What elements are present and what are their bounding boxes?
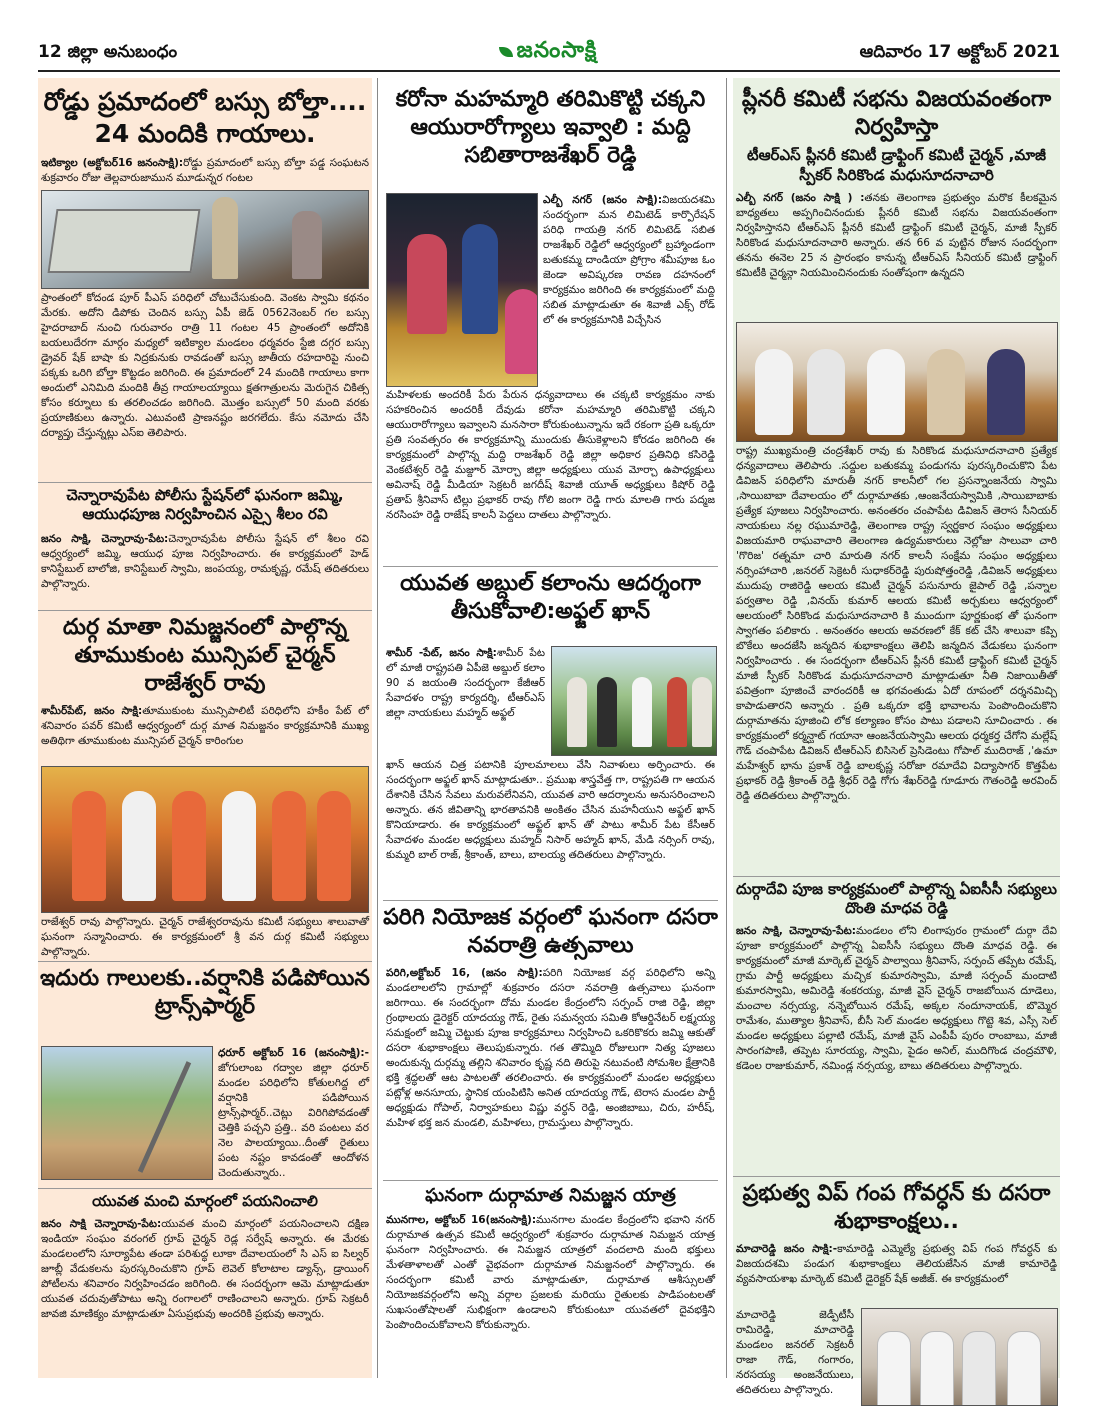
body-text: పరిగి నియోజక వర్గ పరిధిలోని అన్ని మండలాలలోని గ్రామాల్లో శుక్రవారం దసరా నవరాత్రి ఉత్సవాలు ఘనంగా జరిగాయి. ఈ సందర్భంగా దోమ మండల కేంద్రంలోని సర్పంచ్ రాజి రెడ్డి, జిల్లా గ్రంథాలయ డైరెక్టర్ యాదయ్య గౌడ్, రైతు సమన్వయ సమితి కోఆర్డినేటర్ లక్ష్మయ్య సమక్షంలో జమ్మి చెట్టుకు పూజ కార్యక్రమాలు నిర్వహించి ఒకరికొకరు జమ్మి ఆకుతో దసరా శుభాకాంక్షలు తెలుపుకున్నారు. గత తొమ్మిది రోజులుగా నిత్య పూజలు అందుకున్న దుర్గమ్మ తల్లిని శనివారం కృష్ణ నది తిరుపై నటువంటి సోమశిల క్షేత్రానికి భక్తి శ్రద్ధలతో ఆట పాటలతో తరలించారు. ఈ కార్యక్రమంలో మండల అధ్యక్షులు పట్లోళ్ల అనసూయ, స్థానిక యంపిటిసి అనిత యాదయ్య గౌడ్, టెరాస మండల పార్టీ అధ్యక్షుడు గోపాల్, నిర్వాహకులు విష్ణు వర్ధన్ రెడ్డి, అంజిబాబు, చిరు, హరీష్, మహిళ భక్త జన మండలి, మహిళలు, గ్రామస్తులు పాల్గొన్నారు.: [386, 967, 715, 1130]
article-text: [733, 1308, 857, 1398]
masthead-logo: [458, 38, 638, 70]
immersion-photo: [41, 766, 369, 913]
divider: [38, 610, 372, 611]
dateline: శామీర్‌పేట్, జనం సాక్షి:: [41, 705, 143, 718]
article-text: [540, 193, 718, 328]
person: [222, 791, 256, 901]
column-middle: [383, 78, 718, 1378]
bus-accident-photo: [41, 190, 369, 289]
body-text: రాజేశ్వర్ రావు పాల్గొన్నారు. చైర్మన్ రాజేశ్వరరావును కమిటీ సభ్యులు శాలువాతో ఘనంగా సన్మానించారు. ఈ కార్యక్రమంలో శ్రీ వన దుర్గ కమిటీ సభ్యులు పాల్గొన్నారు.: [41, 916, 369, 958]
article-dasara-wishes: [733, 1180, 1060, 1287]
lead-text: కామారెడ్డి ఎమ్మెల్యే ప్రభుత్వ విప్ గంప గోవర్ధన్ కు విజయదశమి పండుగ శుభాకాంక్షలు తెలియజేసిన మాజీ కామారెడ్డి వ్యవసాయశాఖ మార్కెట్ కమిటీ డైరెక్టర్ షేక్ అజీజ్. ఈ కార్యక్రమంలో: [736, 1243, 1057, 1286]
divider: [383, 566, 718, 567]
masthead-text: జనంసాక్షి: [516, 38, 598, 63]
person: [987, 349, 1025, 435]
person: [122, 791, 156, 901]
article-immersion-yatra: [383, 1184, 718, 1333]
damaged-bus: [48, 209, 201, 273]
article-subheadline: టీఆర్ఎస్ ప్లీనరీ కమిటీ డ్రాఫ్టింగ్ కమిటీ చైర్మన్ ,మాజీ స్పీకర్ సిరికొండ మధుసూదనాచారి: [747, 146, 1046, 184]
lead-text: తనకు తెలంగాణ ప్రభుత్వం మరొక కీలకమైన బాధ్యతలు అప్పగించినందుకు ప్లీనరీ కమిటీ సభను విజయవంతంగా నిర్వహిస్తానని టీఆర్ఎస్ ప్లీనరీ కమిటీ డ్రాఫ్టింగ్ కమిటీ చైర్మన్, మాజీ స్పీకర్ సిరికొండ మధుసూదనాచారి అన్నారు. తన 66 వ పుట్టిన రోజున సందర్భంగా తనను ఈనెల 25 న ప్రారంభం కానున్న టీఆర్ఎస్ సీనియర్ కమిటీ డ్రాఫ్టింగ్ కమిటీకి చైర్మన్గా నియమించినందుకు సంతోషంగా ఉన్నదని: [736, 191, 1057, 279]
person: [867, 349, 905, 435]
portrait-frame: [632, 677, 652, 747]
stage-event-photo: [386, 193, 538, 387]
column-divider: [377, 78, 378, 1378]
body-text: ఖాన్ ఆయన చిత్ర పటానికి పూలమాలలు వేసి నివాళులు అర్పించారు. ఈ సందర్భంగా అఫ్జల్ ఖాన్ మాట్లాడుతూ.. ప్రముఖ శాస్త్రవేత్త గా, రాష్ట్రపతి గా ఆయన దేశానికి చేసిన సేవలు మరువలేనివని, యువత వారి ఆదర్శాలను అనుసరించాలని అన్నారు. తన జీవితాన్ని భారతావనికి అంకితం చేసిన మహనీయుని అఫ్జల్ ఖాన్ కొనియాడారు. ఈ కార్యక్రమంలో అఫ్జల్ ఖాన్ తో పాటు శామీర్ పేట కేసీఆర్ సేవాదళం మండల అధ్యక్షులు మహ్మద్ నిసార్ అహ్మద్ ఖాన్, మేడి నర్సింగ్ రావు, కుమ్మరి బాల్ రాజ్, శ్రీకాంత్, బాలు, బాలయ్య తదితరులు పాల్గొన్నారు.: [386, 759, 715, 861]
dateline: ధరూర్ అక్టోబర్ 16 (జనంసాక్షి):-: [218, 1047, 369, 1059]
page-header: [38, 40, 1060, 72]
article-side-text: మాచారెడ్డి జెడ్పీటీసీ రామిరెడ్డి, మాచారెడ్డి మండలం జనరల్ సెక్రటరీ రాజా గౌడ్, గంగారం, నరసయ్య అంజనేయులు, తదితరులు పాల్గొన్నారు.: [736, 1309, 854, 1396]
person: [567, 677, 587, 747]
dateline: మునగాల, అక్టోబర్ 16(జనంసాక్షి):: [386, 1214, 537, 1227]
article-headline: యువత అబ్దుల్ కలాంను ఆదర్శంగా తీసుకోవాలి:అఫ్జల్ ఖాన్: [400, 571, 701, 625]
article-bus-accident: [38, 86, 372, 186]
article-headline: ప్రభుత్వ విప్ గంప గోవర్ధన్ కు దసరా శుభాకాంక్షలు..: [742, 1181, 1051, 1235]
article-headline: ఇదురు గాలులకు..వర్షానికి పడిపోయిన ట్రాన్స్‌ఫార్మర్: [40, 966, 370, 1020]
article-text: [383, 646, 548, 721]
person: [692, 677, 712, 747]
article-headline: దుర్గాదేవి పూజ కార్యక్రమంలో పాల్గొన్న ఏఐసీసీ సభ్యులు దొంతి మాధవ రెడ్డి: [736, 880, 1057, 918]
body-text: మునగాల మండల కేంద్రంలోని భవాని నగర్ దుర్గామాత ఉత్సవ కమిటీ ఆధ్వర్యంలో శుక్రవారం దుర్గామాత నిమజ్జన యాత్ర ఘనంగా నిర్వహించారు. ఈ నిమజ్జన యాత్రలో వందలాది మంది భక్తులు మేళతాళాలతో ఎంతో వైభవంగా దుర్గామాత నిమజ్జనంలో పాల్గొన్నారు. ఈ సందర్భంగా కమిటీ వారు మాట్లాడుతూ, దుర్గామాత ఆశీస్సులతో నియోజకవర్గంలోని అన్ని వర్గాల ప్రజలకు మరియు రైతులకు పాడిపంటలతో సుఖసంతోషాలతో సుభిక్షంగా ఉండాలని కోరుకుంటూ యువతలో దైవభక్తిని పెంపొందించుకోవాలని కోరుకున్నారు.: [386, 1214, 715, 1332]
passenger: [292, 211, 322, 279]
person: [755, 349, 793, 435]
divider: [38, 1188, 372, 1189]
article-headline: రోడ్డు ప్రమాదంలో బస్సు బోల్తా.... 24 మందికి గాయాలు.: [43, 87, 367, 148]
person: [462, 224, 498, 334]
greeting-photo: [861, 1308, 1058, 1406]
person: [1007, 1331, 1041, 1406]
article-body: [383, 758, 718, 863]
article-lead: [733, 191, 1060, 281]
divider: [38, 961, 372, 962]
dateline: ఎల్బీ నగర్ (జనం సాక్షి ) :: [736, 191, 865, 204]
article-body: [38, 291, 372, 441]
column-divider: [726, 78, 727, 1378]
divider: [733, 1176, 1060, 1177]
article-body: [733, 444, 1060, 804]
person: [877, 1331, 911, 1406]
article-ayudha-puja: [38, 486, 372, 592]
person: [407, 234, 447, 334]
leaf-icon: [499, 47, 513, 57]
article-durga-immersion: [38, 614, 372, 749]
body-text: తూముకుంట మున్సిపాలిటీ పరిధిలోని హకీం పేట్ లో శనివారం పవర్ కమిటీ ఆధ్వర్యంలో దుర్గ మాత నిమజ్జనం కార్యక్రమానికి ముఖ్య అతిథిగా తూముకుంట మున్సిపల్ చైర్మన్ కారింగుల: [41, 705, 369, 748]
divider: [383, 1180, 718, 1181]
dateline: జనం సాక్షి, చెన్నారావు-పేట:: [41, 533, 169, 546]
dateline: ఇటిక్యాల (అక్టోబర్16 జనంసాక్షి):: [41, 157, 184, 169]
dateline: శామీర్ -పేట్, జనం సాక్షి:: [386, 647, 497, 659]
person: [72, 791, 106, 901]
dateline: ఎల్బీ నగర్ (జనం సాక్షి):: [543, 194, 663, 206]
felicitation-photo: [736, 322, 1058, 442]
body-text: చెన్నారావుపేట పోలీసు స్టేషన్ లో శీలం రవి ఆధ్వర్యంలో జమ్మి, ఆయుధ పూజ నిర్వహించారు. ఈ కార్యక్రమంలో హెడ్ కానిస్టేబుల్ బాలోజి, కానిస్టేబుల్ స్వామి, జంపయ్య, రామకృష్ణ, రమేష్ తదితరులు పాల్గొన్నారు.: [41, 533, 369, 591]
person: [807, 349, 845, 435]
dateline: పరిగి,అక్టోబర్ 16, (జనం సాక్షి):: [386, 967, 543, 980]
article-text: [38, 704, 372, 749]
dateline: మాచారెడ్డి జనం సాక్షి:-: [736, 1243, 838, 1256]
body-text: విజయదశమి సందర్భంగా మన లిమిటెడ్ కార్పొరేషన్ పరిధి గాయత్రి నగర్ లిమిటెడ్ సబిత రాజశేఖర్ రెడ్డిలో ఆధ్వర్యంలో బ్రహ్మాండంగా బతుకమ్మ దాండియా ప్రోగ్రాం శమీపూజ ఓం జెండా అవిష్కరణ రావణ దహనంలో కార్యక్రమం జరిగింది ఈ కార్యక్రమంలో మద్ది సబిత మాట్లాడుతూ ఈ శివాజీ ఎక్స్ రోడ్ లో ఈ కార్యక్రమానికి విచ్చేసిన: [543, 194, 715, 326]
divider: [38, 482, 372, 483]
article-body: [383, 388, 718, 523]
body-text: రాష్ట్ర ముఖ్యమంత్రి చంద్రశేఖర్ రావు కు సిరికొండ మధుసూదనాచారి ప్రత్యేక ధన్యవాదాలు తెలిపారు .సద్దుల బతుకమ్మ పండుగను పురస్కరించుకొని పేట డివిజన్ పరిధిలోని మారుతీ నగర్ కాలనీలో గల ప్రసన్నాంజనేయ స్వామి ,సాయిబాబా దేవాలయం లో దుర్గామాతకు ,ఆంజనేయస్వామికి ,సాయిబాబాకు ప్రత్యేక పూజలు నిర్వహించారు. అనంతరం చంపాపేట డివిజన్ తెరాస సీనియర్ నాయకులు నల్ల రఘుమారెడ్డి, తెలంగాణ రాష్ట్ర స్వర్ణకార సంఘం అధ్యక్షులు విజయమారి రాఘవాచారి తెలంగాణ ఉద్యమకారులు నెల్లోజు సాలువా చారి 'గొరిజ' రత్నమా చారి మారుతి నగర్ కాలనీ సంక్షేమ సంఘం అధ్యక్షులు నర్సింహాచారి ,జనరల్ సెక్రెటరీ సుధాకర్‌రెడ్డి పురుషోత్తంరెడ్డి ,డివిజన్ అధ్యక్షులు ముదుపు రాజిరెడ్డి ఆలయ కమిటీ చైర్మన్ పసునూరు జైపాల్ రెడ్డి ,పన్నాల పర్వతాల రెడ్డి ,వినయ్ కుమార్ ఆలయ కమిటీ అర్చకులు ఆధ్వర్యంలో ఆలయంలో సిరికొండ మధుసూదనాచారి కి ముందుగా పూర్ణకుంభ తో ఘనంగా స్వాగతం పలికారు . అనంతరం ఆలయ అవరణలో కేక్ కట్ చేసి శాలువా కప్పి బొకేలు అందజేసి జన్మదిన శుభాకాంక్షలు తెలిపి జన్మదిన వేడుకలు ఘనంగా నిర్వహించారు . ఈ సందర్భంగా టీఆర్ఎస్ ప్లీనరీ కమిటీ డ్రాఫ్టింగ్ కమిటీ చైర్మన్ మాజీ స్పీకర్ సిరికొండ మధుసూదనాచారి మాట్లాడుతూ నీతి నిజాయితీతో పవిత్రంగా పూజించే వారందరికీ ఆ భగవంతుడు ఏదో రూపంలో దర్శనమిచ్చి కాపాడుతారని అన్నారు . ప్రతి ఒక్కరూ భక్తి భావాలను పెంపొందించుకొని దుర్గామాతను పూజించి లోక కల్యాణం కోసం పాటు పడాలని సూచించారు . ఈ కార్యక్రమంలో కర్మన్ఘాట్ గయానా ఆంజనేయస్వామి ఆలయ ధర్మకర్త చేగోని మల్లేష్ గౌడ్ చంపాపేట డివిజన్ టీఆర్ఎస్ బిసిసెల్ ప్రెసిడెంటు గోపాల్ ముదిరాజ్ ,'ఉమా మహేశ్వర్ భాను ప్రకాశ్ రెడ్డి బాలకృష్ణ సరోజా రమాదేవి విద్యాసాగర్ కొత్తపేట ప్రభాకర్ రెడ్డి శ్రీకాంత్ రెడ్డి శ్రీధర్ రెడ్డి గోగు శేఖర్‌రెడ్డి గూడూరు గౌతంరెడ్డి అరవింద్ రెడ్డి తదితరులు పాల్గొన్నారు.: [736, 445, 1057, 802]
article-headline: పరిగి నియోజక వర్గంలో ఘనంగా దసరా నవరాత్రి ఉత్సవాలు: [383, 905, 718, 959]
person: [920, 1331, 954, 1406]
body-text: శామీర్ పేట లో మాజీ రాష్ట్రపతి ఏపీజె అబ్దుల్ కలాం 90 వ జయంతి సందర్భంగా కేజీఆర్ సేవాదళం రాష్ట్ర కార్యదర్శి, టీఆర్ఎస్ జిల్లా నాయకులు మహ్మద్ అఫ్జల్: [386, 647, 546, 719]
article-headline: దుర్గ మాతా నిమజ్జనంలో పాల్గొన్న తూముకుంట మున్సిపల్ చైర్మన్ రాజేశ్వర్ రావు: [62, 615, 348, 697]
article-headline: చెన్నారావుపేట పోలీసు స్టేషన్‌లో ఘనంగా జమ్మి, ఆయుధపూజ నిర్వహించిన ఎస్సై శీలం రవి: [66, 486, 344, 524]
article-abdul-kalam: [383, 570, 718, 626]
article-text: [383, 1213, 718, 1333]
article-text: [38, 532, 372, 592]
police-officer: [212, 197, 238, 279]
transformer-photo: [41, 1046, 213, 1180]
divider: [733, 876, 1060, 877]
article-headline: కరోనా మహమ్మారి తరిమికొట్టి చక్కని ఆయురారోగ్యాలు ఇవ్వాలి : మద్ది సబితారాజశేఖర్ రెడ్డి: [395, 87, 706, 169]
divider: [383, 900, 718, 901]
issue-date: ఆదివారం 17 అక్టోబర్ 2021: [859, 42, 1060, 62]
article-lead: [38, 156, 372, 186]
person: [597, 677, 617, 747]
tribute-photo: [551, 646, 717, 756]
body-text: మండలం లోని లింగాపురం గ్రామంలో దుర్గా దేవి పూజా కార్యక్రమంలో పాల్గొన్న ఏఐసీసీ సభ్యులు దొంతి మాధవ రెడ్డి. ఈ కార్యక్రమంలో మాజీ మార్కెట్ చైర్మన్ పాల్వాయి శ్రీనివాస్, సర్పంచ్ తప్పేట రమేష్, గ్రామ పార్టీ అధ్యక్షులు మచ్చిక కుమారస్వామి, మాజీ సర్పంచ్ మందాటి కుమారస్వామి, అమిరెడ్డి శంకరయ్య, మాజీ వైస్ చైర్మన్ రాజబోయిన దూడెలు, మంచాల నర్సయ్య, నన్నెబోయిన రమేష్, అక్కల నందూనాయక్, బొమ్మెర రామేశం, ముత్యాల శ్రీనివాస్, బీసీ సెల్ మండల అధ్యక్షులు గొట్టె శివ, ఎస్సీ సెల్ మండల అధ్యక్షులు పల్లాటి రమేష్, మాజీ వైస్ ఎంపీపీ పురం రాంబాబు, మాజీ సారంగపాణి, తప్పెట సూరయ్య, స్వామి, పైడం అనిల్, ముదిగొండ చంద్రమౌళి, కడెంల రాజుకుమార్, నమిండ్ల నర్సయ్య, బాబు తదితరులు పాల్గొన్నారు.: [736, 925, 1057, 1073]
person: [962, 1331, 996, 1406]
body-text: జోగులాంబ గద్వాల జిల్లా ధరూర్ మండల పరిధిలోని కోతులగిద్ద లో వర్షానికి పడిపోయిన ట్రాన్స్‌ఫార్మర్..చెట్లు విరిగిపోవడంతో చెత్తికి పచ్చని ప్రత్తి.. వరి పంటలు వర నెల పాలయ్యాయి..దీంతో రైతులు పంట నష్టం కావడంతో ఆందోళన చెందుతున్నారు..: [218, 1062, 369, 1179]
lead-text: రోడ్డు ప్రమాదంలో బస్సు బోల్తా పడ్డ సంఘటన శుక్రవారం రోజు తెల్లవారుజామున మూడున్నర గంటల: [41, 157, 369, 184]
dateline: జనం సాక్షి చెన్నారావు-పేట:: [41, 1218, 162, 1231]
body-text: మహిళలకు అందరికీ పేరు పేరున ధన్యవాదాలు ఈ చక్కటి కార్యక్రమం నాకు సహకరించిన అందరికీ దేవుడు కరోనా మహమ్మారి తరిమికొట్టి చక్కని ఆయురారోగ్యాలు ఇవ్వాలని మనసారా కోరుకుంటున్నాను ఇదే రకంగా ప్రతి ఒక్కరూ ప్రతి సంవత్సరం ఈ కార్యక్రమాన్ని ముందుకు తీసుకెళ్లాలని కోరడం జరిగింది ఈ కార్యక్రమంలో పాల్గొన్న మద్ది రాజశేఖర్ రెడ్డి జిల్లా అధికార ప్రతినిధి కసిరెడ్డి వెంకటేశ్వర్ రెడ్డి మజ్దూర్ మోర్చా జిల్లా అధ్యక్షులు యువ మోర్చా ఉపాధ్యక్షులు అవినాష్ రెడ్డి మీడియా సెక్రటరీ జగదీష్ శివాజీ యూత్ అధ్యక్షులు కిషోర్ రెడ్డి ప్రతాప్ శ్రీనివాస్ టిల్లు ప్రభాకర్ రావు గోలి జంగా రెడ్డి గారు మాలతి గారు పద్మజ నరసింహ రెడ్డి రాజేష్ కాలనీ పెద్దలు దాతలు పాల్గొన్నారు.: [386, 389, 715, 521]
person: [927, 349, 965, 435]
article-youth: [38, 1192, 372, 1322]
article-side-text: [215, 1046, 372, 1181]
person: [505, 289, 538, 374]
article-text: [38, 1217, 372, 1322]
person: [317, 791, 351, 901]
body-text: ప్రాంతంలో కోదండ పూర్ పీఎస్ పరిధిలో చోటుచేసుకుంది. వెంకట స్వామి కథనం మేరకు. అదోని డిపోకు చెందిన బస్సు ఏపీ జెడ్ 0562నెంబర్ గల బస్సు హైదరాబాద్ నుంచి గురువారం రాత్రి 11 గంటల 45 ప్రాంతంలో అదోనికి బయలుదేరగా మార్గం మధ్యలో ఇటిక్యాల మండలం ధర్మవరం స్టేజి దగ్గర బస్సు డ్రైవర్ షేక్ బాషా కు నిద్రకునుకు రావడంతో బస్సు జాతీయ రహదారిపై నుంచి పక్కకు ఒరిగి బోల్తా కొట్టడం జరిగింది. ఈ ప్రమాదంలో 24 మందికి గాయాలు కాగా అందులో ఎనిమిది మందికి తీవ్ర గాయాలయ్యాయి క్షతగాత్రులను మెరుగైన చికిత్స కోసం కర్నూలు కు తరలించడం జరిగింది. మొత్తం బస్సులో 50 మంది వరకు ప్రయాణికులు ఉన్నారు. ఎటువంటి ప్రాణనష్టం జరగలేదు. కేసు నమోదు చేసి దర్యాప్తు చేస్తున్నట్లు ఎస్ఐ తెలిపారు.: [41, 292, 369, 439]
article-continued: [38, 915, 372, 960]
article-pargi-dasara: [383, 904, 718, 1131]
person: [172, 791, 206, 901]
article-lead: [733, 1242, 1060, 1287]
dateline: జనం సాక్షి, చెన్నారావు-పేట:: [736, 925, 856, 938]
article-headline: ప్లీనరీ కమిటీ సభను విజయవంతంగా నిర్వహిస్తా: [741, 87, 1052, 141]
person: [667, 677, 687, 747]
article-text: [383, 966, 718, 1131]
article-transformer: [38, 965, 372, 1021]
column-left: [38, 78, 372, 1378]
column-right: [733, 78, 1060, 1396]
article-headline: ఘనంగా దుర్గామాత నిమజ్జన యాత్ర: [425, 1185, 676, 1206]
article-headline: యువత మంచి మార్గంలో పయనించాలి: [92, 1192, 318, 1210]
article-side-text: [383, 646, 548, 721]
article-durga-puja: [733, 880, 1060, 1074]
article-text: [733, 924, 1060, 1074]
article-side-text: [540, 193, 718, 328]
article-plenary-committee: [733, 86, 1060, 281]
body-text: యువత మంచి మార్గంలో పయనించాలని దక్షిణ ఇండియా సంఘం వరంగల్ గ్రూప్ చైర్మన్ రెడ్ల సర్వేష్ అన్నారు. ఈ మేరకు మండలంలోని సూర్యాపేట తండా పరిశుద్ధ లూకా దేవాలయంలో సి ఎస్ ఐ సిల్వర్ జూబ్లీ వేడుకలను పురస్కరించుకొని గ్రూప్ లెవెల్ కోలాటాల డ్యాన్స్, డ్రాయింగ్ పోటీలను శనివారం నిర్వహించడం జరిగింది. ఈ సందర్భంగా ఆమె మాట్లాడుతూ యువత చదువుతోపాటు అన్ని రంగాలలో రాణించాలని అన్నారు. గ్రూప్ సెక్రటరీ జావజి మాణిక్యం మాట్లాడుతూ ఏసుప్రభువు అందరికి ప్రభువు అన్నారు.: [41, 1218, 370, 1321]
page-section-label: 12 జిల్లా అనుబంధం: [38, 42, 178, 62]
article-corona-prayer: [383, 86, 718, 170]
person: [272, 791, 306, 901]
article-text: [215, 1046, 372, 1181]
fallen-pole: [138, 1061, 191, 1173]
